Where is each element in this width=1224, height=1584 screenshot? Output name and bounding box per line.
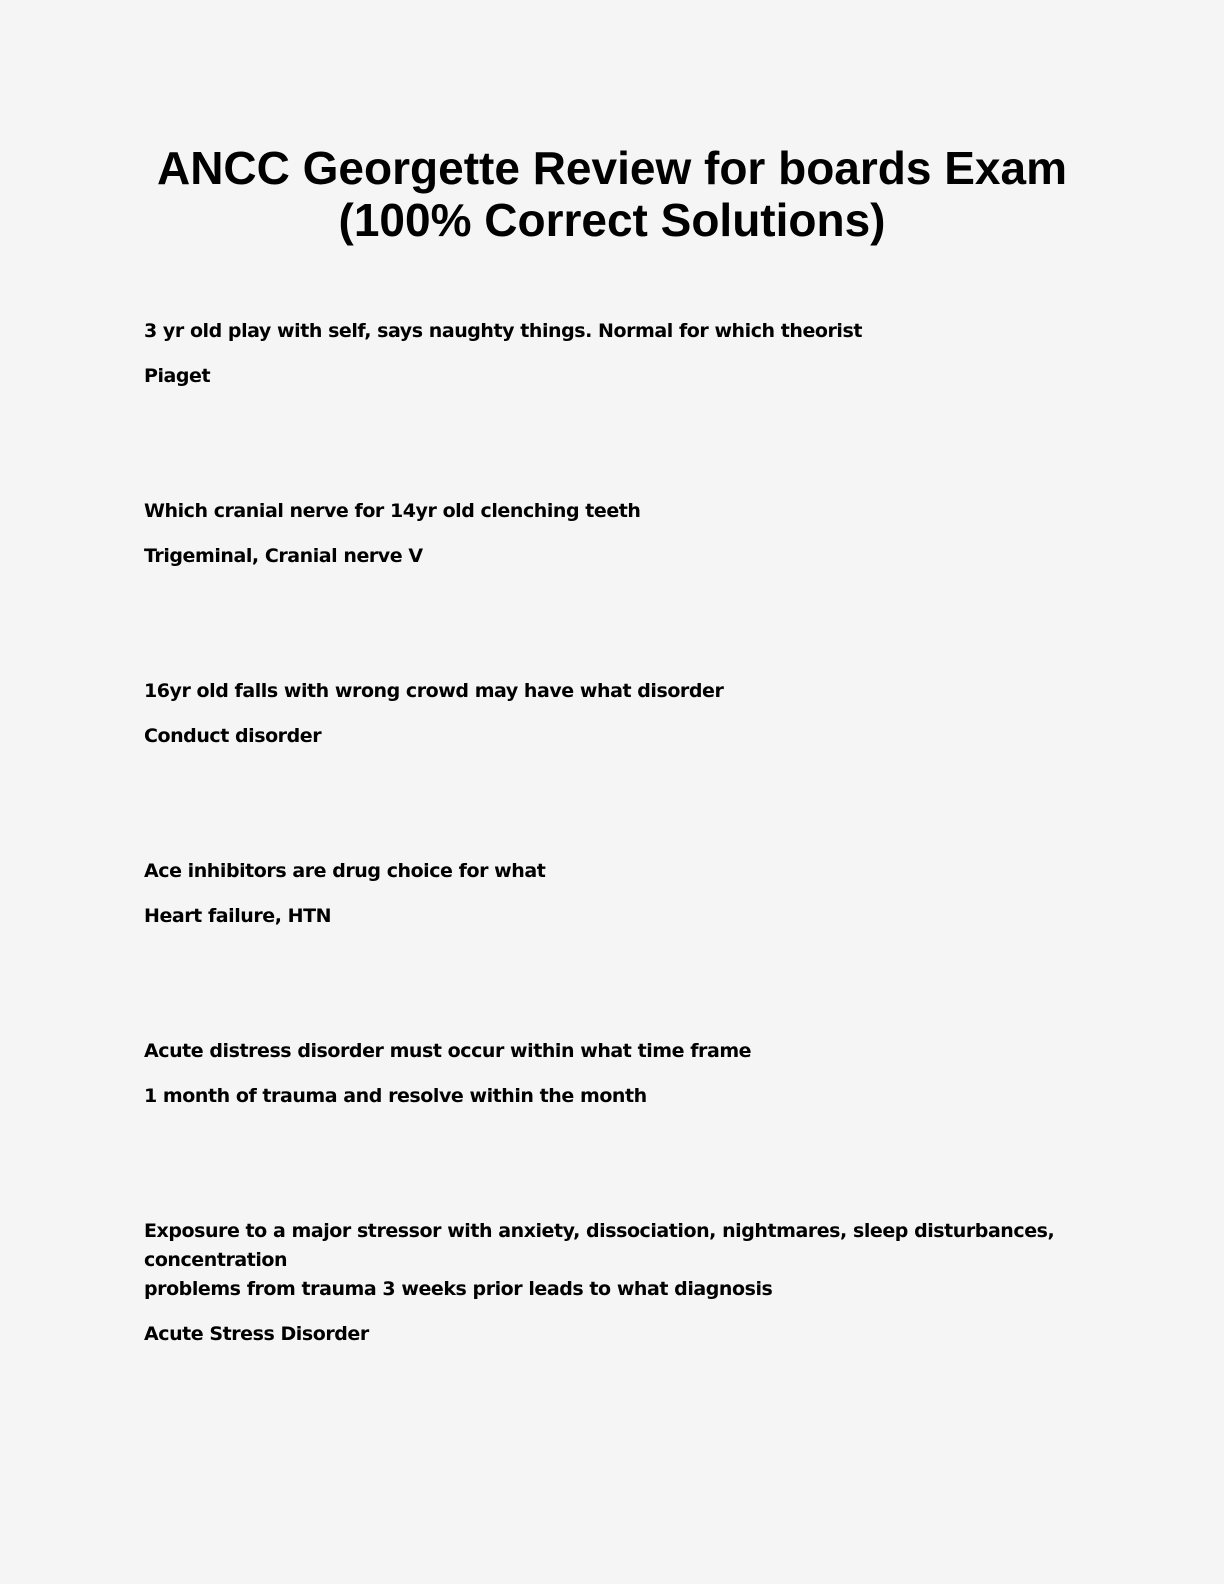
question-text: 3 yr old play with self, says naughty things. Normal for which theorist (144, 320, 862, 342)
answer-text: Heart failure, HTN (144, 905, 332, 927)
answer-text: Trigeminal, Cranial nerve V (144, 545, 423, 567)
title-line-1: ANCC Georgette Review for boards Exam (156, 142, 1067, 194)
question-text: Acute distress disorder must occur within what time frame (144, 1040, 752, 1062)
question-line-1: Exposure to a major stressor with anxiety, dissociation, nightmares, sleep disturbances, concentration (144, 1220, 1055, 1271)
qa-item (144, 317, 1094, 391)
answer-text: 1 month of trauma and resolve within the month (144, 1085, 647, 1107)
qa-item (144, 677, 1094, 751)
question-text: 16yr old falls with wrong crowd may have what disorder (144, 680, 724, 702)
question-text: Ace inhibitors are drug choice for what (144, 860, 546, 882)
question-text (144, 1217, 1094, 1304)
qa-item (144, 1037, 1094, 1111)
title-line-2: (100% Correct Solutions) (338, 194, 886, 246)
question-line-2: problems from trauma 3 weeks prior leads to what diagnosis (144, 1278, 773, 1300)
page-title (100, 142, 1124, 246)
answer-text: Piaget (144, 365, 211, 387)
question-text: Which cranial nerve for 14yr old clenching teeth (144, 500, 641, 522)
qa-item (144, 497, 1094, 571)
answer-text: Conduct disorder (144, 725, 322, 747)
answer-text: Acute Stress Disorder (144, 1323, 369, 1345)
qa-item (144, 857, 1094, 931)
qa-item (144, 1217, 1094, 1349)
